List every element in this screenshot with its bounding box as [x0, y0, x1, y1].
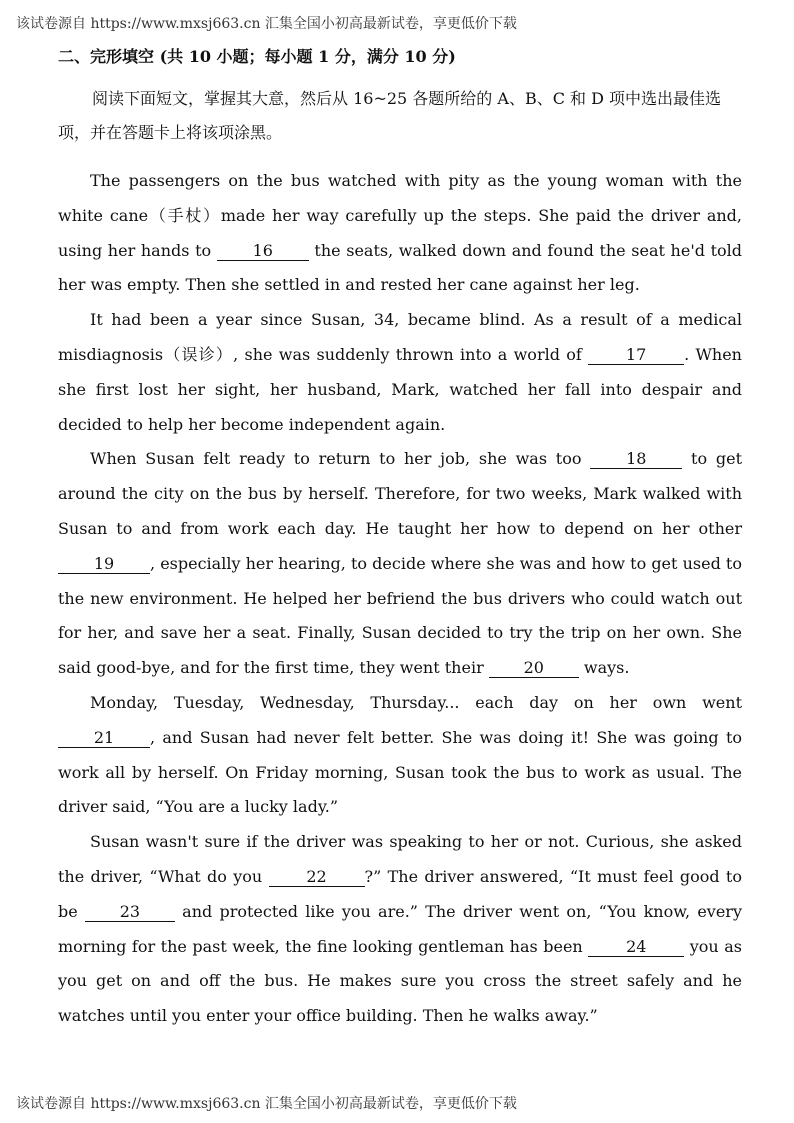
blank-19: 19 [58, 555, 150, 574]
passage-text: and protected like you are.” The driver went on, “You know, every morning for the past week, the fine looking gentleman has been [58, 901, 742, 956]
watermark-bottom: 该试卷源自 https://www.mxsj663.cn 汇集全国小初高最新试卷，享更低价下载 [16, 1096, 517, 1112]
paragraph-2 [58, 303, 742, 442]
blank-18: 18 [590, 450, 682, 469]
paragraph-5 [58, 825, 742, 1034]
blank-22: 22 [269, 868, 365, 887]
blank-20: 20 [489, 659, 579, 678]
passage-text: you as you get on and off the bus. He makes sure you cross the street safely and he watches until you enter your office building. Then he walks away.” [58, 936, 742, 1026]
paragraph-3 [58, 442, 742, 686]
passage-text: ways. [578, 658, 630, 678]
paragraph-1 [58, 164, 742, 303]
blank-23: 23 [85, 903, 175, 922]
paragraph-4 [58, 686, 742, 825]
passage-text: . When she first lost her sight, her husband, Mark, watched her fall into despair and decided to help her become independent again. [58, 344, 742, 434]
cloze-passage [58, 164, 742, 1034]
passage-text: , and Susan had never felt better. She was doing it! She was going to work all by herself. On Friday morning, Susan took the bus to work as usual. The driver said, “You are a lucky lady.” [58, 727, 742, 817]
blank-17: 17 [588, 346, 684, 365]
passage-text: When Susan felt ready to return to her job, she was too [90, 449, 591, 469]
passage-text: ?” The driver answered, “It must feel good to be [58, 866, 742, 921]
passage-text: Susan wasn't sure if the driver was speaking to her or not. Curious, she asked the driver, “What do you [58, 832, 742, 886]
blank-21: 21 [58, 729, 150, 748]
passage-text: Monday, Tuesday, Wednesday, Thursday... each day on her own went [90, 692, 742, 712]
watermark-top: 该试卷源自 https://www.mxsj663.cn 汇集全国小初高最新试卷，享更低价下载 [16, 16, 517, 32]
passage-text: to get around the city on the bus by herself. Therefore, for two weeks, Mark walked with Susan to and from work each day. He taught her how to depend on her other [58, 449, 742, 538]
blank-24: 24 [588, 938, 684, 957]
section-heading: 二、完形填空 (共 10 小题；每小题 1 分，满分 10 分) [58, 47, 456, 66]
passage-text: It had been a year since Susan, 34, became blind. As a result of a medical misdiagnosis（误诊）, she was suddenly thrown into a world of [58, 310, 742, 364]
passage-text: , especially her hearing, to decide where she was and how to get used to the new environment. He helped her befriend the bus drivers who could watch out for her, and save her a seat. Finally, Susan decided to try the trip on her own. She said good-bye, and for the first time, they went their [58, 553, 742, 678]
passage-text: the seats, walked down and found the seat he'd told her was empty. Then she settled in and rested her cane against her leg. [58, 240, 743, 295]
blank-16: 16 [217, 242, 309, 261]
section-instruction: 阅读下面短文，掌握其大意，然后从 16~25 各题所给的 A、B、C 和 D 项中选出最佳选项，并在答题卡上将该项涂黑。 [58, 89, 722, 142]
passage-text: The passengers on the bus watched with pity as the young woman with the white cane（手杖）made her way carefully up the steps. She paid the driver and, using her hands to [58, 171, 742, 260]
